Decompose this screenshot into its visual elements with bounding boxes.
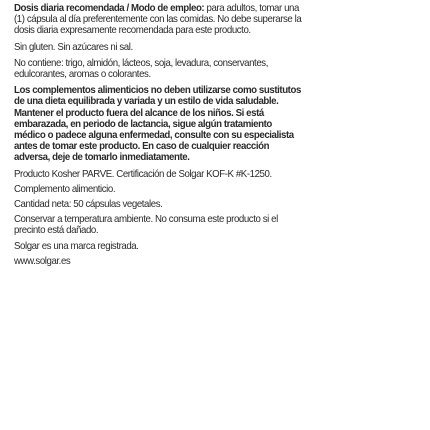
storage-text: Conservar a temperatura ambiente. No consuma este producto si el precinto está dañado.: [14, 214, 278, 237]
label-text-column: [14, 3, 304, 267]
trademark-text: Solgar es una marca registrada.: [14, 240, 139, 252]
free-from-text: Sin gluten. Sin azúcares ni sal.: [14, 41, 133, 53]
net-quantity-text: Cantidad neta: 50 cápsulas vegetales.: [14, 199, 163, 211]
warning-text: Los complementos alimenticios no deben utilizarse como sustitutos de una dieta equilibrada y variada y un estilo de vida saludable. Mantener el producto fuera del alcance de los niños. Si está embarazada, en periodo de lactancia, sigue algún tratamiento médico o padece alguna enfermedad, consulte con su especialista antes de tomar este producto. En caso de cualquier reacción adversa, deje de tomarlo inmediatamente.: [14, 85, 301, 164]
does-not-contain-text: No contiene: trigo, almidón, lácteos, soja, levadura, conservantes, edulcorantes, aromas o colorantes.: [14, 57, 268, 81]
dosage-text: para adultos, tomar una (1) cápsula al día preferentemente con las comidas. No debe superarse la dosis diaria expresamente recomendada para este producto.: [14, 3, 302, 37]
category-text: Complemento alimenticio.: [14, 183, 116, 195]
dosage-heading: Dosis diaria recomendada / Modo de empleo:: [14, 3, 205, 14]
website-text: www.solgar.es: [14, 255, 71, 267]
kosher-text: Producto Kosher PARVE. Certificación de Solgar KOF-K #K-1250.: [14, 168, 272, 180]
dosage-paragraph: [14, 3, 304, 37]
